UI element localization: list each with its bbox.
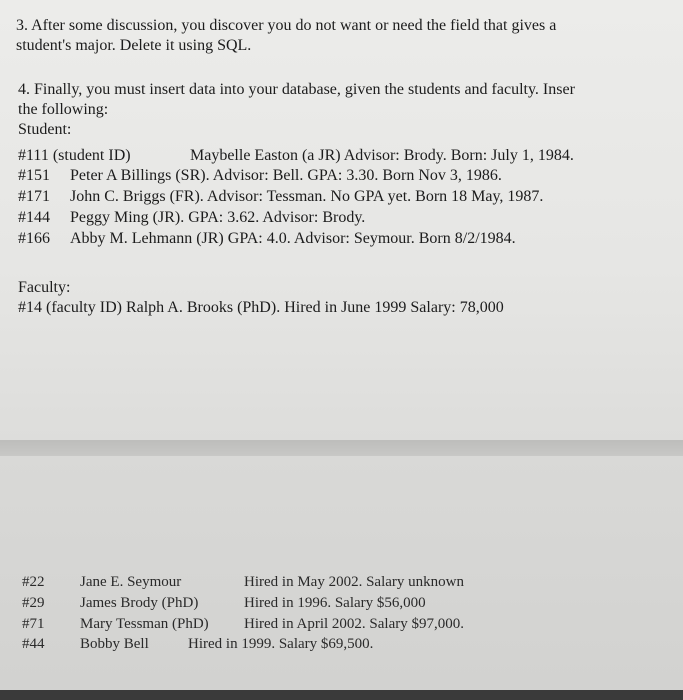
student-id: #166 [18, 230, 50, 247]
faculty-id: #44 [22, 636, 45, 652]
student-row [18, 166, 502, 186]
faculty-info: Hired in April 2002. Salary $97,000. [244, 616, 464, 632]
faculty-row [22, 614, 464, 634]
faculty-name: James Brody (PhD) [80, 595, 199, 611]
student-id: #171 [18, 188, 50, 205]
faculty-row [22, 572, 464, 592]
student-row [18, 187, 543, 207]
student-id: #144 [18, 209, 50, 226]
student-id: #151 [18, 167, 50, 184]
faculty-first-line: #14 (faculty ID) Ralph A. Brooks (PhD). Hired in June 1999 Salary: 78,000 [18, 299, 504, 316]
student-details: Peter A Billings (SR). Advisor: Bell. GPA: 3.30. Born Nov 3, 1986. [70, 167, 502, 184]
faculty-row [22, 634, 373, 654]
student-details: Abby M. Lehmann (JR) GPA: 4.0. Advisor: Seymour. Born 8/2/1984. [70, 230, 516, 247]
student-details: Peggy Ming (JR). GPA: 3.62. Advisor: Brody. [70, 209, 366, 226]
faculty-name: Jane E. Seymour [80, 574, 182, 590]
question-4-line-1: 4. Finally, you must insert data into your database, given the students and faculty. Inser [18, 81, 575, 98]
faculty-id: #22 [22, 574, 45, 590]
question-3-line-1: 3. After some discussion, you discover you do not want or need the field that gives a [16, 17, 557, 34]
faculty-id: #29 [22, 595, 45, 611]
faculty-name: Mary Tessman (PhD) [80, 616, 209, 632]
question-4-line-2: the following: [18, 101, 109, 118]
student-row [18, 146, 574, 166]
student-label: Student: [18, 121, 72, 138]
faculty-info: Hired in 1996. Salary $56,000 [244, 595, 426, 611]
faculty-name: Bobby Bell [80, 636, 149, 652]
faculty-label: Faculty: [18, 279, 71, 296]
page-gap [0, 440, 683, 456]
faculty-id: #71 [22, 616, 45, 632]
bottom-edge [0, 690, 683, 700]
student-id: #111 (student ID) [18, 147, 131, 164]
student-row [18, 208, 365, 228]
faculty-info: Hired in May 2002. Salary unknown [244, 574, 464, 590]
student-details: John C. Briggs (FR). Advisor: Tessman. No GPA yet. Born 18 May, 1987. [70, 188, 544, 205]
student-details: Maybelle Easton (a JR) Advisor: Brody. Born: July 1, 1984. [190, 147, 574, 164]
faculty-row [22, 593, 426, 613]
student-row [18, 229, 516, 249]
question-3-line-2: student's major. Delete it using SQL. [16, 37, 252, 54]
faculty-info: Hired in 1999. Salary $69,500. [188, 636, 374, 652]
